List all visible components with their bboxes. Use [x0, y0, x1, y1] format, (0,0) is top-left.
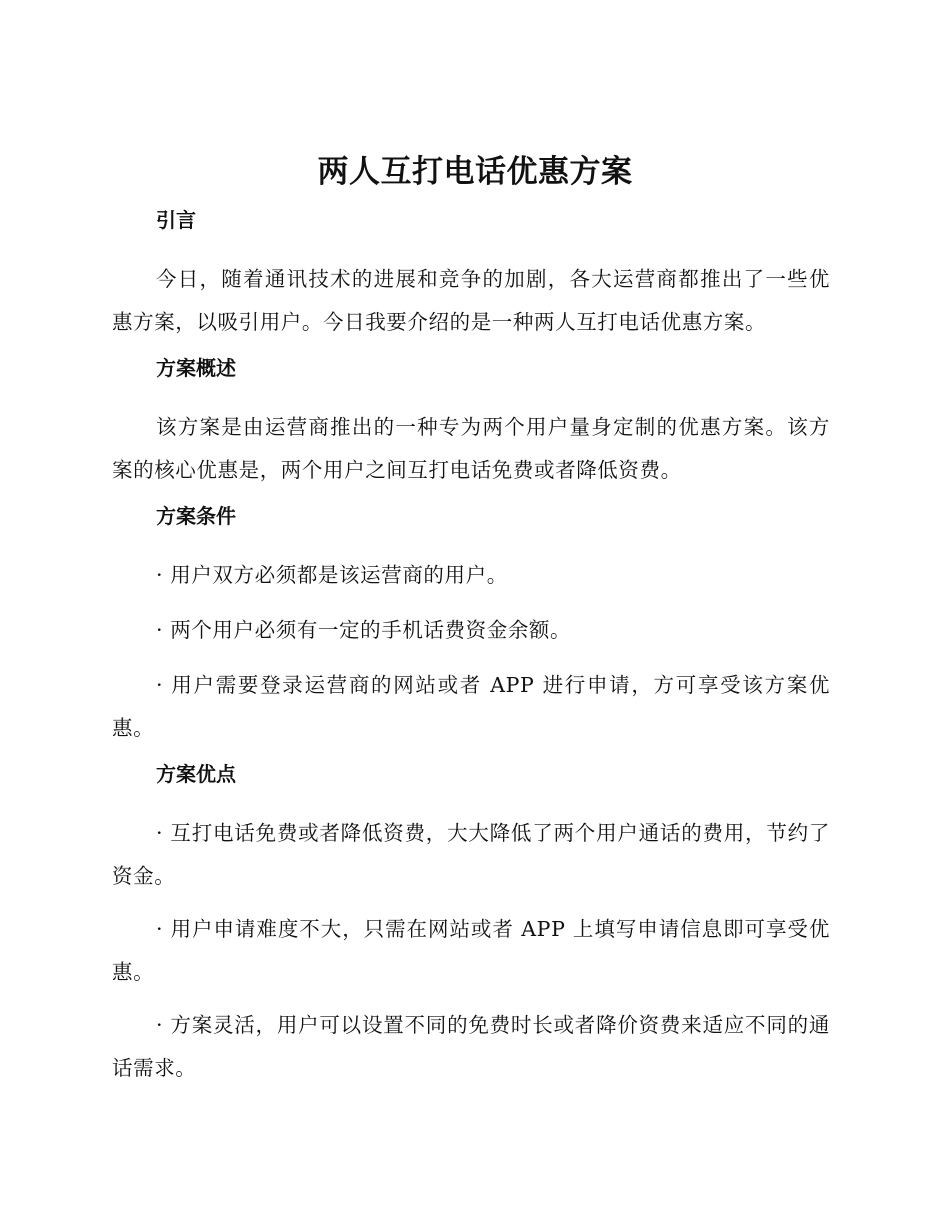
list-item: · 用户申请难度不大，只需在网站或者 APP 上填写申请信息即可享受优惠。: [112, 917, 830, 984]
list-item: · 用户需要登录运营商的网站或者 APP 进行申请，方可享受该方案优惠。: [112, 673, 830, 740]
list-item: · 两个用户必须有一定的手机话费资金余额。: [156, 618, 572, 642]
list-item: · 互打电话免费或者降低资费，大大降低了两个用户通话的费用，节约了资金。: [112, 821, 830, 888]
paragraph: 该方案是由运营商推出的一种专为两个用户量身定制的优惠方案。该方案的核心优惠是，两个用户之间互打电话免费或者降低资费。: [112, 415, 830, 482]
section-overview: [112, 354, 830, 492]
section-conditions: [112, 502, 830, 750]
list-item: · 用户双方必须都是该运营商的用户。: [156, 563, 508, 587]
section-heading: 方案条件: [156, 504, 236, 528]
section-heading: 引言: [156, 208, 196, 232]
section-heading: 方案概述: [156, 356, 236, 380]
page-title: 两人互打电话优惠方案: [317, 154, 633, 190]
list-item: · 方案灵活，用户可以设置不同的免费时长或者降价资费来适应不同的通话需求。: [112, 1013, 830, 1080]
section-advantages: [112, 760, 830, 1090]
section-heading: 方案优点: [156, 762, 236, 786]
section-intro: [112, 206, 830, 344]
paragraph: 今日，随着通讯技术的进展和竞争的加剧，各大运营商都推出了一些优惠方案，以吸引用户。今日我要介绍的是一种两人互打电话优惠方案。: [112, 267, 830, 334]
